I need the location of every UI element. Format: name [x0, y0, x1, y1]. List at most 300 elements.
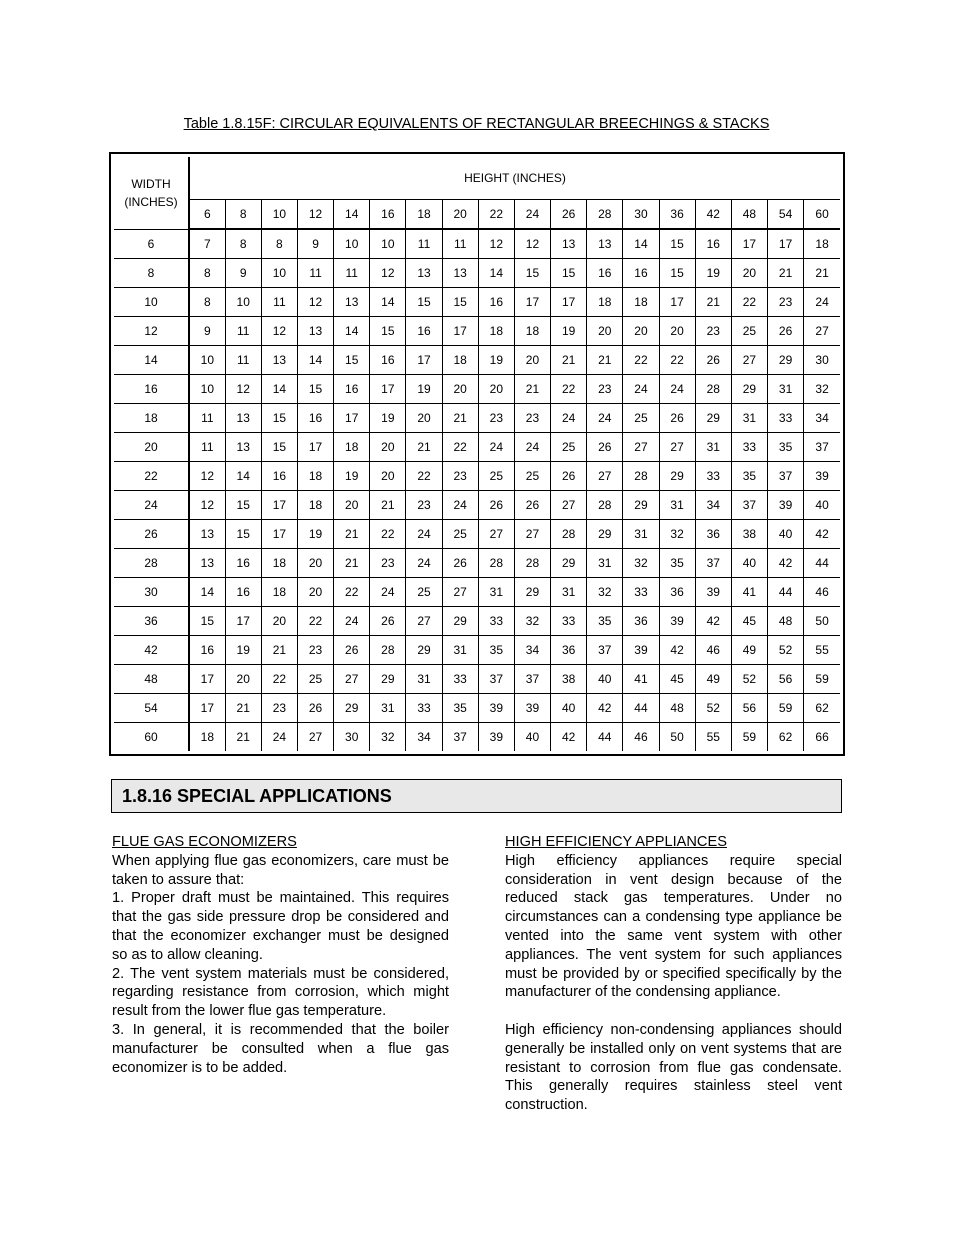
height-header-cell: 18 — [406, 200, 442, 230]
value-cell: 27 — [659, 433, 695, 462]
value-cell: 25 — [297, 665, 333, 694]
value-cell: 34 — [514, 636, 550, 665]
height-header-cell: 60 — [804, 200, 840, 230]
value-cell: 33 — [731, 433, 767, 462]
value-cell: 29 — [514, 578, 550, 607]
height-header-cell: 26 — [551, 200, 587, 230]
value-cell: 18 — [623, 288, 659, 317]
value-cell: 16 — [189, 636, 225, 665]
value-cell: 18 — [804, 229, 840, 259]
value-cell: 16 — [406, 317, 442, 346]
value-cell: 33 — [478, 607, 514, 636]
value-cell: 14 — [623, 229, 659, 259]
value-cell: 35 — [587, 607, 623, 636]
value-cell: 22 — [659, 346, 695, 375]
value-cell: 25 — [406, 578, 442, 607]
table-row — [114, 462, 840, 491]
value-cell: 8 — [225, 229, 261, 259]
value-cell: 23 — [297, 636, 333, 665]
height-header: HEIGHT (INCHES) — [189, 157, 840, 200]
value-cell: 21 — [551, 346, 587, 375]
width-label-line2: (INCHES) — [124, 194, 178, 209]
value-cell: 16 — [478, 288, 514, 317]
value-cell: 16 — [587, 259, 623, 288]
value-cell: 14 — [478, 259, 514, 288]
table-row — [114, 346, 840, 375]
value-cell: 16 — [695, 229, 731, 259]
value-cell: 32 — [659, 520, 695, 549]
value-cell: 29 — [442, 607, 478, 636]
table-row — [114, 375, 840, 404]
value-cell: 26 — [768, 317, 804, 346]
value-cell: 36 — [623, 607, 659, 636]
value-cell: 44 — [587, 723, 623, 752]
value-cell: 10 — [261, 259, 297, 288]
value-cell: 24 — [478, 433, 514, 462]
value-cell: 21 — [225, 723, 261, 752]
value-cell: 52 — [768, 636, 804, 665]
value-cell: 18 — [514, 317, 550, 346]
value-cell: 26 — [695, 346, 731, 375]
value-cell: 37 — [695, 549, 731, 578]
width-cell: 16 — [114, 375, 189, 404]
value-cell: 24 — [442, 491, 478, 520]
table-row — [114, 520, 840, 549]
value-cell: 14 — [225, 462, 261, 491]
value-cell: 31 — [623, 520, 659, 549]
value-cell: 37 — [804, 433, 840, 462]
value-cell: 37 — [768, 462, 804, 491]
value-cell: 21 — [587, 346, 623, 375]
value-cell: 24 — [406, 549, 442, 578]
table-row — [114, 288, 840, 317]
value-cell: 9 — [297, 229, 333, 259]
value-cell: 41 — [623, 665, 659, 694]
right-column-heading: HIGH EFFICIENCY APPLIANCES — [505, 834, 727, 850]
width-label-line1: WIDTH — [131, 176, 171, 191]
value-cell: 26 — [478, 491, 514, 520]
value-cell: 38 — [551, 665, 587, 694]
value-cell: 23 — [514, 404, 550, 433]
value-cell: 22 — [370, 520, 406, 549]
value-cell: 29 — [551, 549, 587, 578]
value-cell: 40 — [768, 520, 804, 549]
value-cell: 18 — [587, 288, 623, 317]
value-cell: 17 — [551, 288, 587, 317]
value-cell: 37 — [514, 665, 550, 694]
value-cell: 26 — [514, 491, 550, 520]
value-cell: 16 — [297, 404, 333, 433]
value-cell: 22 — [623, 346, 659, 375]
value-cell: 21 — [804, 259, 840, 288]
value-cell: 48 — [659, 694, 695, 723]
left-column-heading: FLUE GAS ECONOMIZERS — [112, 834, 297, 850]
value-cell: 9 — [225, 259, 261, 288]
width-cell: 14 — [114, 346, 189, 375]
value-cell: 12 — [225, 375, 261, 404]
value-cell: 59 — [804, 665, 840, 694]
value-cell: 37 — [731, 491, 767, 520]
value-cell: 23 — [768, 288, 804, 317]
value-cell: 11 — [189, 404, 225, 433]
value-cell: 22 — [406, 462, 442, 491]
table-row — [114, 317, 840, 346]
value-cell: 8 — [189, 288, 225, 317]
value-cell: 12 — [514, 229, 550, 259]
value-cell: 20 — [478, 375, 514, 404]
value-cell: 19 — [334, 462, 370, 491]
value-cell: 31 — [695, 433, 731, 462]
value-cell: 18 — [297, 491, 333, 520]
value-cell: 19 — [370, 404, 406, 433]
right-column — [505, 833, 842, 1115]
value-cell: 18 — [189, 723, 225, 752]
value-cell: 44 — [804, 549, 840, 578]
height-header-cell: 10 — [261, 200, 297, 230]
value-cell: 50 — [804, 607, 840, 636]
width-cell: 10 — [114, 288, 189, 317]
value-cell: 21 — [514, 375, 550, 404]
value-cell: 31 — [406, 665, 442, 694]
value-cell: 49 — [731, 636, 767, 665]
value-cell: 33 — [768, 404, 804, 433]
value-cell: 27 — [731, 346, 767, 375]
height-header-cell: 28 — [587, 200, 623, 230]
value-cell: 31 — [478, 578, 514, 607]
value-cell: 8 — [189, 259, 225, 288]
value-cell: 37 — [587, 636, 623, 665]
value-cell: 29 — [695, 404, 731, 433]
value-cell: 36 — [659, 578, 695, 607]
value-cell: 41 — [731, 578, 767, 607]
value-cell: 42 — [768, 549, 804, 578]
value-cell: 27 — [587, 462, 623, 491]
value-cell: 24 — [804, 288, 840, 317]
value-cell: 19 — [297, 520, 333, 549]
value-cell: 29 — [731, 375, 767, 404]
value-cell: 16 — [225, 549, 261, 578]
height-header-cell: 36 — [659, 200, 695, 230]
value-cell: 25 — [623, 404, 659, 433]
value-cell: 34 — [804, 404, 840, 433]
value-cell: 27 — [551, 491, 587, 520]
value-cell: 16 — [623, 259, 659, 288]
value-cell: 31 — [659, 491, 695, 520]
value-cell: 32 — [370, 723, 406, 752]
table-row — [114, 636, 840, 665]
value-cell: 17 — [189, 665, 225, 694]
value-cell: 26 — [587, 433, 623, 462]
value-cell: 18 — [261, 578, 297, 607]
value-cell: 39 — [478, 723, 514, 752]
width-cell: 60 — [114, 723, 189, 752]
width-cell: 20 — [114, 433, 189, 462]
value-cell: 7 — [189, 229, 225, 259]
value-cell: 35 — [731, 462, 767, 491]
value-cell: 28 — [514, 549, 550, 578]
value-cell: 17 — [370, 375, 406, 404]
width-cell: 26 — [114, 520, 189, 549]
value-cell: 17 — [334, 404, 370, 433]
table-row — [114, 723, 840, 752]
value-cell: 29 — [334, 694, 370, 723]
value-cell: 21 — [334, 520, 370, 549]
value-cell: 26 — [370, 607, 406, 636]
value-cell: 23 — [442, 462, 478, 491]
value-cell: 15 — [370, 317, 406, 346]
width-cell: 36 — [114, 607, 189, 636]
value-cell: 40 — [551, 694, 587, 723]
value-cell: 13 — [334, 288, 370, 317]
value-cell: 17 — [261, 491, 297, 520]
width-cell: 28 — [114, 549, 189, 578]
value-cell: 46 — [804, 578, 840, 607]
value-cell: 12 — [189, 491, 225, 520]
value-cell: 20 — [442, 375, 478, 404]
value-cell: 39 — [478, 694, 514, 723]
value-cell: 45 — [731, 607, 767, 636]
value-cell: 18 — [297, 462, 333, 491]
width-cell: 54 — [114, 694, 189, 723]
value-cell: 46 — [623, 723, 659, 752]
value-cell: 15 — [261, 433, 297, 462]
value-cell: 15 — [225, 520, 261, 549]
value-cell: 35 — [442, 694, 478, 723]
left-paragraph: 2. The vent system materials must be considered, regarding resistance from corrosion, which might result from the lower flue gas temperature. — [112, 965, 449, 1020]
value-cell: 17 — [442, 317, 478, 346]
value-cell: 42 — [587, 694, 623, 723]
value-cell: 20 — [623, 317, 659, 346]
value-cell: 18 — [478, 317, 514, 346]
width-cell: 48 — [114, 665, 189, 694]
value-cell: 23 — [370, 549, 406, 578]
table-row — [114, 404, 840, 433]
value-cell: 62 — [768, 723, 804, 752]
width-cell: 42 — [114, 636, 189, 665]
value-cell: 28 — [370, 636, 406, 665]
value-cell: 59 — [768, 694, 804, 723]
value-cell: 32 — [623, 549, 659, 578]
table-row — [114, 665, 840, 694]
value-cell: 27 — [804, 317, 840, 346]
value-cell: 21 — [406, 433, 442, 462]
value-cell: 17 — [297, 433, 333, 462]
value-cell: 33 — [406, 694, 442, 723]
value-cell: 11 — [225, 346, 261, 375]
value-cell: 39 — [659, 607, 695, 636]
value-cell: 33 — [442, 665, 478, 694]
value-cell: 29 — [406, 636, 442, 665]
value-cell: 27 — [334, 665, 370, 694]
height-values-row — [114, 200, 840, 230]
value-cell: 20 — [514, 346, 550, 375]
value-cell: 24 — [514, 433, 550, 462]
circular-equivalents-table — [109, 152, 845, 756]
value-cell: 30 — [334, 723, 370, 752]
right-paragraph: High efficiency non-condensing appliances should generally be installed only on vent systems that are resistant to corrosion from flue gas condensate. This generally requires stainless steel vent construction. — [505, 1021, 842, 1114]
value-cell: 25 — [478, 462, 514, 491]
value-cell: 14 — [189, 578, 225, 607]
width-cell: 24 — [114, 491, 189, 520]
value-cell: 12 — [189, 462, 225, 491]
value-cell: 15 — [189, 607, 225, 636]
value-cell: 37 — [478, 665, 514, 694]
value-cell: 33 — [695, 462, 731, 491]
value-cell: 17 — [406, 346, 442, 375]
value-cell: 30 — [804, 346, 840, 375]
value-cell: 36 — [551, 636, 587, 665]
width-header — [114, 157, 189, 229]
value-cell: 40 — [804, 491, 840, 520]
value-cell: 12 — [261, 317, 297, 346]
value-cell: 31 — [587, 549, 623, 578]
value-cell: 11 — [406, 229, 442, 259]
value-cell: 33 — [623, 578, 659, 607]
value-cell: 12 — [370, 259, 406, 288]
value-cell: 38 — [731, 520, 767, 549]
value-cell: 22 — [442, 433, 478, 462]
value-cell: 24 — [334, 607, 370, 636]
value-cell: 42 — [551, 723, 587, 752]
value-cell: 14 — [370, 288, 406, 317]
value-cell: 12 — [478, 229, 514, 259]
value-cell: 22 — [731, 288, 767, 317]
value-cell: 11 — [261, 288, 297, 317]
value-cell: 25 — [442, 520, 478, 549]
value-cell: 27 — [406, 607, 442, 636]
value-cell: 10 — [225, 288, 261, 317]
value-cell: 32 — [804, 375, 840, 404]
value-cell: 22 — [261, 665, 297, 694]
value-cell: 22 — [334, 578, 370, 607]
height-header-cell: 24 — [514, 200, 550, 230]
value-cell: 13 — [297, 317, 333, 346]
value-cell: 9 — [189, 317, 225, 346]
value-cell: 59 — [731, 723, 767, 752]
value-cell: 42 — [659, 636, 695, 665]
value-cell: 26 — [334, 636, 370, 665]
value-cell: 39 — [623, 636, 659, 665]
width-cell: 12 — [114, 317, 189, 346]
value-cell: 10 — [189, 346, 225, 375]
value-cell: 31 — [731, 404, 767, 433]
value-cell: 40 — [731, 549, 767, 578]
value-cell: 48 — [768, 607, 804, 636]
value-cell: 29 — [370, 665, 406, 694]
value-cell: 20 — [297, 549, 333, 578]
value-cell: 19 — [551, 317, 587, 346]
value-cell: 31 — [442, 636, 478, 665]
value-cell: 13 — [225, 404, 261, 433]
width-cell: 8 — [114, 259, 189, 288]
value-cell: 23 — [261, 694, 297, 723]
value-cell: 27 — [623, 433, 659, 462]
value-cell: 56 — [731, 694, 767, 723]
value-cell: 39 — [768, 491, 804, 520]
value-cell: 34 — [695, 491, 731, 520]
value-cell: 27 — [478, 520, 514, 549]
value-cell: 29 — [768, 346, 804, 375]
table-row — [114, 549, 840, 578]
value-cell: 18 — [442, 346, 478, 375]
height-header-cell: 8 — [225, 200, 261, 230]
value-cell: 46 — [695, 636, 731, 665]
value-cell: 26 — [297, 694, 333, 723]
value-cell: 20 — [406, 404, 442, 433]
height-header-cell: 22 — [478, 200, 514, 230]
value-cell: 15 — [551, 259, 587, 288]
value-cell: 14 — [297, 346, 333, 375]
value-cell: 20 — [370, 433, 406, 462]
value-cell: 33 — [551, 607, 587, 636]
table-row — [114, 229, 840, 259]
value-cell: 42 — [695, 607, 731, 636]
value-cell: 22 — [551, 375, 587, 404]
value-cell: 11 — [297, 259, 333, 288]
value-cell: 14 — [261, 375, 297, 404]
table-row — [114, 694, 840, 723]
value-cell: 31 — [551, 578, 587, 607]
value-cell: 52 — [695, 694, 731, 723]
value-cell: 31 — [370, 694, 406, 723]
value-cell: 24 — [587, 404, 623, 433]
value-cell: 11 — [225, 317, 261, 346]
value-cell: 13 — [406, 259, 442, 288]
value-cell: 26 — [551, 462, 587, 491]
table-row — [114, 491, 840, 520]
value-cell: 16 — [370, 346, 406, 375]
value-cell: 13 — [189, 520, 225, 549]
value-cell: 20 — [261, 607, 297, 636]
value-cell: 17 — [659, 288, 695, 317]
left-paragraph: When applying flue gas economizers, care must be taken to assure that: — [112, 852, 449, 888]
value-cell: 55 — [695, 723, 731, 752]
table-title: Table 1.8.15F: CIRCULAR EQUIVALENTS OF RECTANGULAR BREECHINGS & STACKS — [183, 116, 770, 132]
value-cell: 21 — [768, 259, 804, 288]
value-cell: 23 — [478, 404, 514, 433]
width-cell: 6 — [114, 229, 189, 259]
value-cell: 28 — [587, 491, 623, 520]
value-cell: 35 — [768, 433, 804, 462]
value-cell: 39 — [514, 694, 550, 723]
width-cell: 22 — [114, 462, 189, 491]
value-cell: 13 — [551, 229, 587, 259]
value-cell: 20 — [731, 259, 767, 288]
height-header-cell: 12 — [297, 200, 333, 230]
value-cell: 35 — [478, 636, 514, 665]
value-cell: 45 — [659, 665, 695, 694]
value-cell: 40 — [514, 723, 550, 752]
value-cell: 21 — [442, 404, 478, 433]
value-cell: 15 — [514, 259, 550, 288]
value-cell: 22 — [297, 607, 333, 636]
value-cell: 10 — [334, 229, 370, 259]
value-cell: 15 — [334, 346, 370, 375]
value-cell: 15 — [297, 375, 333, 404]
value-cell: 17 — [768, 229, 804, 259]
value-cell: 19 — [478, 346, 514, 375]
value-cell: 8 — [261, 229, 297, 259]
value-cell: 25 — [551, 433, 587, 462]
value-cell: 18 — [261, 549, 297, 578]
value-cell: 24 — [370, 578, 406, 607]
value-cell: 16 — [334, 375, 370, 404]
right-paragraph: High efficiency appliances require special consideration in vent design because of the reduced stack gas temperatures. Under no circumstances can a condensing type appliance be vented into the same vent system with other appliances. The vent system for such appliances must be provided by or specified specifically by the manufacturer of the condensing appliance. — [505, 852, 842, 1001]
height-header-cell: 48 — [731, 200, 767, 230]
value-cell: 24 — [623, 375, 659, 404]
value-cell: 11 — [442, 229, 478, 259]
value-cell: 36 — [695, 520, 731, 549]
